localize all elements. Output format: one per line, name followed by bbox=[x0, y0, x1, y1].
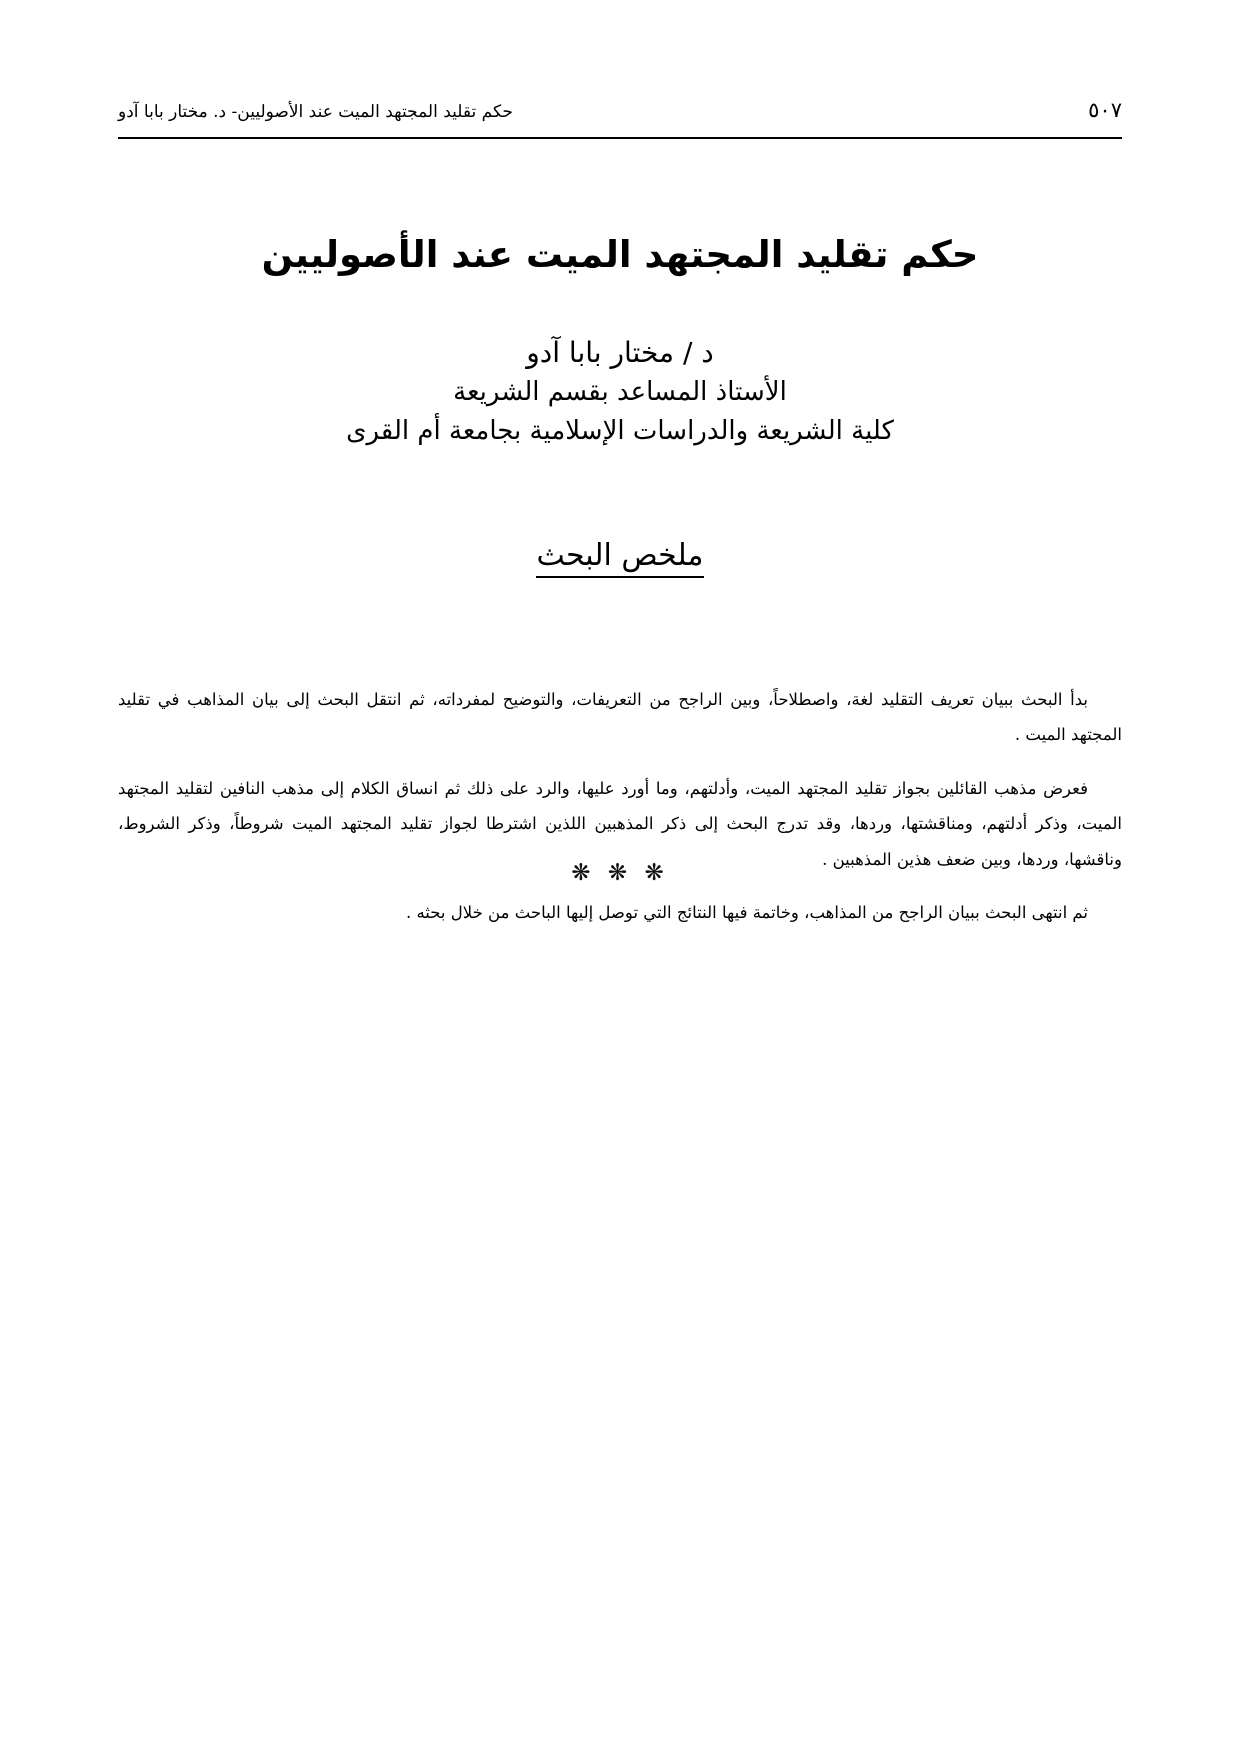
header-rule-divider bbox=[118, 137, 1122, 139]
running-head bbox=[118, 80, 1122, 122]
abstract-paragraph: ثم انتهى البحث ببيان الراجح من المذاهب، وخاتمة فيها النتائج التي توصل إليها الباحث من خلال بحثه . bbox=[405, 903, 1088, 923]
author-affiliation-institution: كلية الشريعة والدراسات الإسلامية بجامعة أم القرى bbox=[346, 415, 894, 446]
abstract-paragraph: بدأ البحث ببيان تعريف التقليد لغة، واصطلاحاً، وبين الراجح من التعريفات، والتوضيح لمفرداته، ثم انتقل البحث إلى بيان المذاهب في تقليد المجتهد الميت . bbox=[118, 690, 1122, 745]
abstract-heading bbox=[0, 538, 1240, 578]
author-name: د / مختار بابا آدو bbox=[526, 336, 714, 369]
page-number: ٥٠٧ bbox=[1088, 98, 1122, 122]
abstract-body bbox=[118, 682, 1122, 931]
page-title: حكم تقليد المجتهد الميت عند الأصوليين bbox=[261, 232, 979, 276]
author-block bbox=[0, 333, 1240, 451]
section-end-ornament: ❋ ❋ ❋ bbox=[571, 860, 669, 886]
abstract-heading-label: ملخص البحث bbox=[536, 538, 703, 578]
running-head-title: حكم تقليد المجتهد الميت عند الأصوليين- د. مختار بابا آدو bbox=[118, 101, 513, 122]
abstract-paragraph: فعرض مذهب القائلين بجواز تقليد المجتهد الميت، وأدلتهم، وما أورد عليها، والرد على ذلك ثم انساق الكلام إلى مذهب النافين لتقليد المجتهد الميت، وذكر أدلتهم، ومناقشتها، وردها، وقد تدرج البحث إلى ذكر المذهبين اللذين اشترطا لجواز تقليد المجتهد الميت شروطاً، وذكر الشروط، وناقشها، وردها، وبين ضعف هذين المذهبين . bbox=[118, 778, 1122, 869]
author-affiliation-department: الأستاذ المساعد بقسم الشريعة bbox=[453, 376, 787, 407]
